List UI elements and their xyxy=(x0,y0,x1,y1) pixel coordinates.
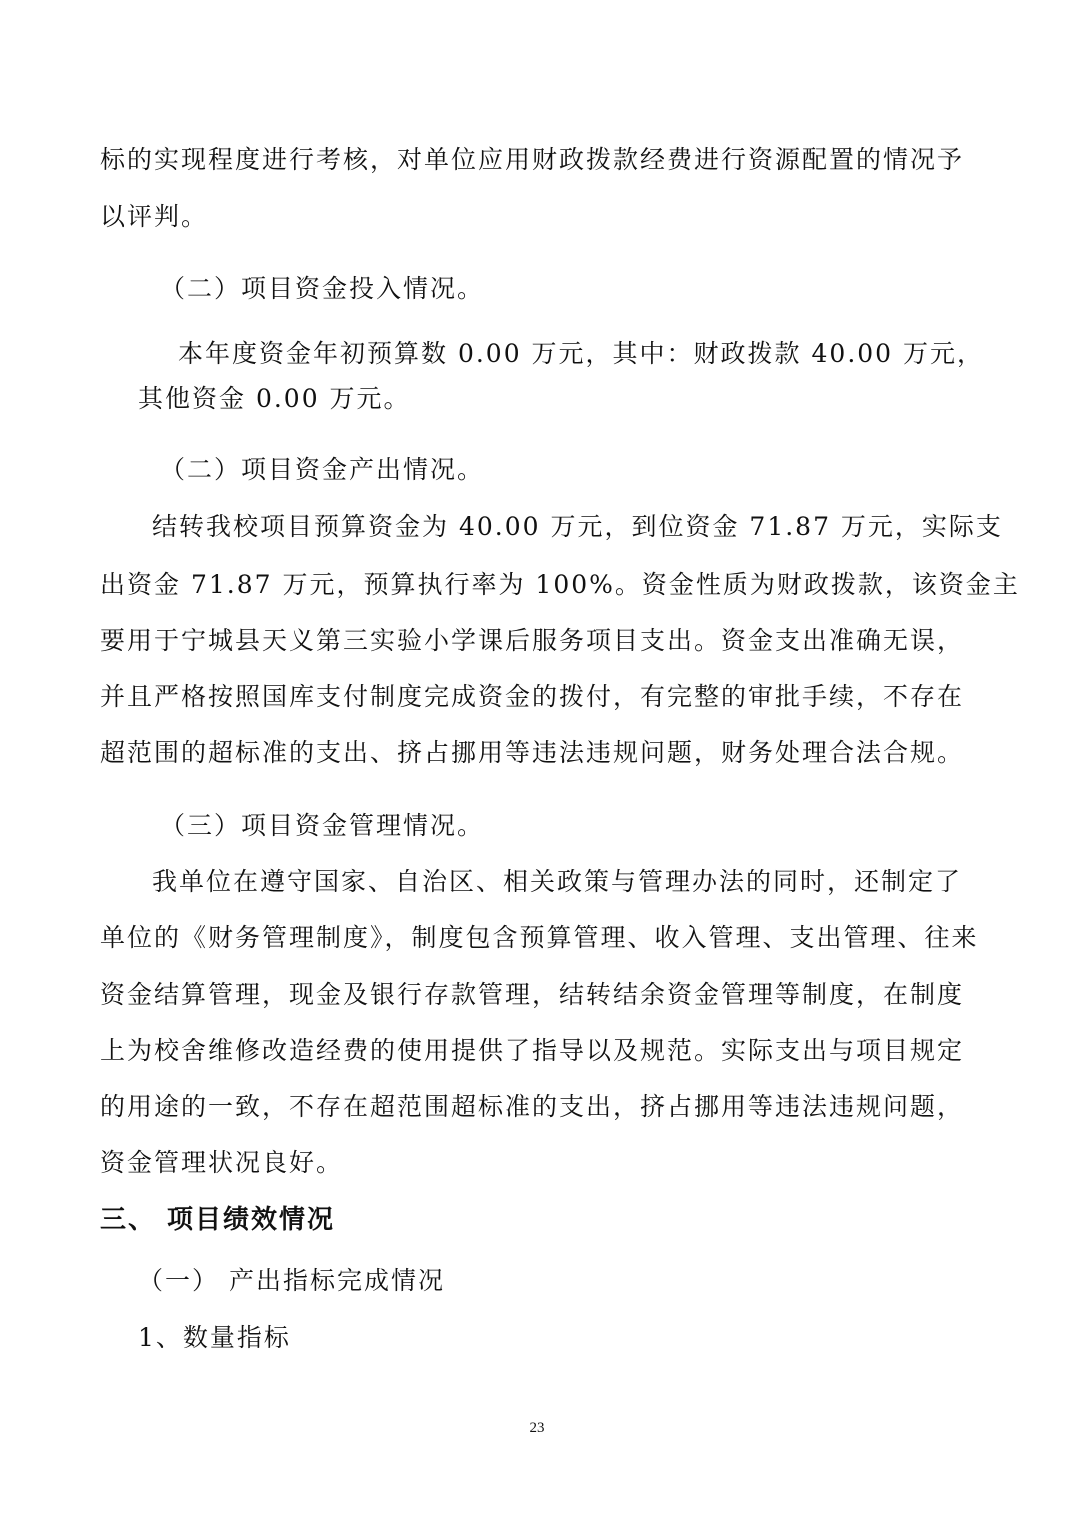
sub-section-heading: （一） 产出指标完成情况 xyxy=(138,1266,445,1295)
paragraph-line: 资金管理状况良好。 xyxy=(100,1148,344,1177)
sub-section-item: 1、数量指标 xyxy=(138,1323,291,1352)
paragraph-line: 单位的《财务管理制度》，制度包含预算管理、收入管理、支出管理、往来 xyxy=(100,923,979,952)
paragraph-line: 标的实现程度进行考核，对单位应用财政拨款经费进行资源配置的情况予 xyxy=(100,145,965,174)
paragraph-line: 资金结算管理，现金及银行存款管理，结转结余资金管理等制度，在制度 xyxy=(100,980,965,1009)
paragraph-line: 其他资金 0.00 万元。 xyxy=(138,384,411,413)
paragraph-line: 以评判。 xyxy=(100,202,209,231)
paragraph-line: 出资金 71.87 万元，预算执行率为 100%。资金性质为财政拨款，该资金主 xyxy=(100,570,1020,599)
subheading-output: （二）项目资金产出情况。 xyxy=(160,455,485,484)
paragraph-line: 上为校舍维修改造经费的使用提供了指导以及规范。实际支出与项目规定 xyxy=(100,1036,965,1065)
subheading-management: （三）项目资金管理情况。 xyxy=(160,811,485,840)
paragraph-line: 要用于宁城县天义第三实验小学课后服务项目支出。资金支出准确无误， xyxy=(100,626,965,655)
page-number: 23 xyxy=(529,1420,545,1436)
paragraph-line: 本年度资金年初预算数 0.00 万元，其中：财政拨款 40.00 万元， xyxy=(178,339,985,368)
paragraph-line: 结转我校项目预算资金为 40.00 万元，到位资金 71.87 万元，实际支 xyxy=(152,512,1003,541)
paragraph-line: 并且严格按照国库支付制度完成资金的拨付，有完整的审批手续，不存在 xyxy=(100,682,965,711)
section-heading: 三、 项目绩效情况 xyxy=(100,1205,336,1235)
paragraph-line: 的用途的一致，不存在超范围超标准的支出，挤占挪用等违法违规问题， xyxy=(100,1092,965,1121)
paragraph-line: 我单位在遵守国家、自治区、相关政策与管理办法的同时，还制定了 xyxy=(152,867,963,896)
subheading-input: （二）项目资金投入情况。 xyxy=(160,274,485,303)
paragraph-line: 超范围的超标准的支出、挤占挪用等违法违规问题，财务处理合法合规。 xyxy=(100,738,965,767)
